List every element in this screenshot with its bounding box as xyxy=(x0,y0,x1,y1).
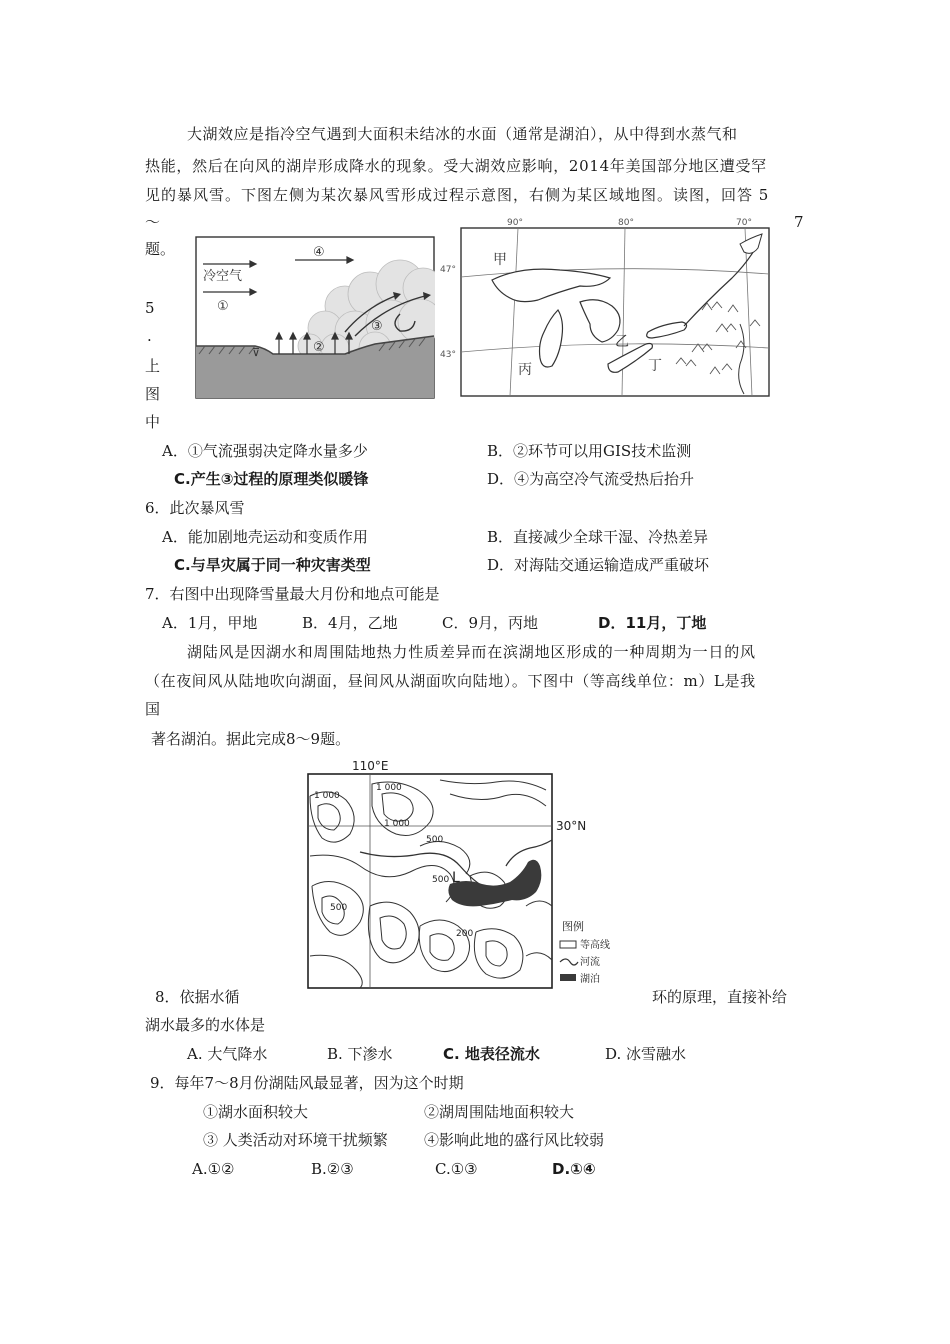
legend-contour-icon xyxy=(560,941,576,948)
q9-item-2: ②湖周围陆地面积较大 xyxy=(424,1103,575,1121)
q9-option-c: C.①③ xyxy=(435,1160,478,1178)
q5-option-c: C.产生③过程的原理类似暖锋 xyxy=(174,470,369,488)
q5-char-1: 5 xyxy=(145,299,155,317)
marker-2: ② xyxy=(313,340,325,355)
lat-47-label: 47° xyxy=(440,265,456,275)
q7-option-a: A．1月，甲地 xyxy=(162,614,258,632)
q9-option-a: A.①② xyxy=(192,1160,235,1178)
passage1-line5: 题。 xyxy=(145,240,176,258)
contour-500c: 500 xyxy=(330,903,348,913)
passage2-line2: （在夜间风从陆地吹向湖面，昼间风从湖面吹向陆地）。下图中（等高线单位：m）L是我 xyxy=(145,672,756,690)
great-lakes-map xyxy=(440,214,770,398)
legend-river-icon xyxy=(560,959,578,965)
legend-lake: 湖泊 xyxy=(580,974,600,985)
q9-option-d: D.①④ xyxy=(552,1160,596,1178)
passage2-line1: 湖陆风是因湖水和周围陆地热力性质差异而在滨湖地区形成的一种周期为一日的风 xyxy=(187,643,756,661)
marker-4: ④ xyxy=(313,245,325,260)
q8-option-b: B. 下渗水 xyxy=(327,1045,393,1063)
contour-lon-label: 110°E xyxy=(352,759,389,773)
contour-200: 200 xyxy=(456,929,474,939)
q7-option-b: B．4月，乙地 xyxy=(302,614,398,632)
q6-option-d: D．对海陆交通运输造成严重破坏 xyxy=(487,556,710,574)
lake-label: L xyxy=(452,870,460,886)
place-bing: 丙 xyxy=(518,362,532,378)
q8-stem-b: 环的原理，直接补给 xyxy=(652,988,788,1006)
contour-lat-label: 30°N xyxy=(556,819,587,833)
legend-river: 河流 xyxy=(580,957,600,968)
q6-option-a: A．能加剧地壳运动和变质作用 xyxy=(162,528,368,546)
contour-1000c: 1 000 xyxy=(384,819,410,829)
q5-option-d: D．④为高空冷气流受热后抬升 xyxy=(487,470,695,488)
contour-500a: 500 xyxy=(426,835,444,845)
legend-contour: 等高线 xyxy=(580,940,610,951)
contour-1000b: 1 000 xyxy=(376,783,402,793)
q6-option-b: B．直接减少全球干湿、冷热差异 xyxy=(487,528,709,546)
q5-option-b: B．②环节可以用GIS技术监测 xyxy=(487,442,692,460)
q6-stem: 6．此次暴风雪 xyxy=(145,499,245,517)
passage1-line3: 见的暴风雪。下图左侧为某次暴风雪形成过程示意图，右侧为某区域地图。读图，回答 5 xyxy=(145,186,770,204)
cold-air-label: 冷空气 xyxy=(203,269,243,284)
q5-char-4: 图 xyxy=(145,385,161,403)
contour-500b: 500 xyxy=(432,875,450,885)
q8-option-d: D. 冰雪融水 xyxy=(605,1045,687,1063)
passage2-line3: 国 xyxy=(145,700,161,718)
q5-char-2: . xyxy=(147,327,152,345)
place-yi: 乙 xyxy=(615,334,629,350)
q8-option-c: C. 地表径流水 xyxy=(443,1045,540,1063)
q8-stem-c: 湖水最多的水体是 xyxy=(145,1016,266,1034)
passage1-line4a: ～ xyxy=(145,213,161,231)
q7-option-d: D．11月，丁地 xyxy=(598,614,707,632)
passage2-line4: 著名湖泊。据此完成8～9题。 xyxy=(151,730,351,748)
q8-option-a: A. 大气降水 xyxy=(187,1045,268,1063)
q5-char-3: 上 xyxy=(145,357,161,375)
q8-stem-a: 8．依据水循 xyxy=(155,988,240,1006)
q5-char-5: 中 xyxy=(145,413,161,431)
q6-option-c: C.与旱灾属于同一种灾害类型 xyxy=(174,556,371,574)
contour-map xyxy=(300,756,630,992)
marker-3: ③ xyxy=(371,319,383,334)
lake-effect-diagram xyxy=(195,236,435,399)
q9-item-3: ③ 人类活动对环境干扰频繁 xyxy=(203,1131,388,1149)
legend-lake-icon xyxy=(560,974,576,981)
passage1-line2: 热能，然后在向风的湖岸形成降水的现象。受大湖效应影响，2014年美国部分地区遭受罕 xyxy=(145,157,767,175)
q5-option-a: A．①气流强弱决定降水量多少 xyxy=(162,442,368,460)
place-ding: 丁 xyxy=(648,358,662,374)
lat-43-label: 43° xyxy=(440,350,456,360)
lon-70-label: 70° xyxy=(736,218,752,228)
q9-item-1: ①湖水面积较大 xyxy=(203,1103,309,1121)
q7-stem: 7．右图中出现降雪量最大月份和地点可能是 xyxy=(145,585,440,603)
svg-text:⊽: ⊽ xyxy=(252,346,261,359)
contour-1000a: 1 000 xyxy=(314,791,340,801)
q9-option-b: B.②③ xyxy=(311,1160,354,1178)
q9-stem: 9．每年7～8月份湖陆风最显著，因为这个时期 xyxy=(150,1074,464,1092)
lon-80-label: 80° xyxy=(618,218,634,228)
q9-item-4: ④影响此地的盛行风比较弱 xyxy=(424,1131,605,1149)
passage1-line4b: 7 xyxy=(794,213,804,231)
marker-1: ① xyxy=(217,299,229,314)
lon-90-label: 90° xyxy=(507,218,523,228)
legend-title: 图例 xyxy=(562,920,584,933)
place-jia: 甲 xyxy=(493,252,507,268)
q7-option-c: C．9月，丙地 xyxy=(442,614,539,632)
passage1-line1: 大湖效应是指冷空气遇到大面积未结冰的水面（通常是湖泊），从中得到水蒸气和 xyxy=(187,125,738,143)
